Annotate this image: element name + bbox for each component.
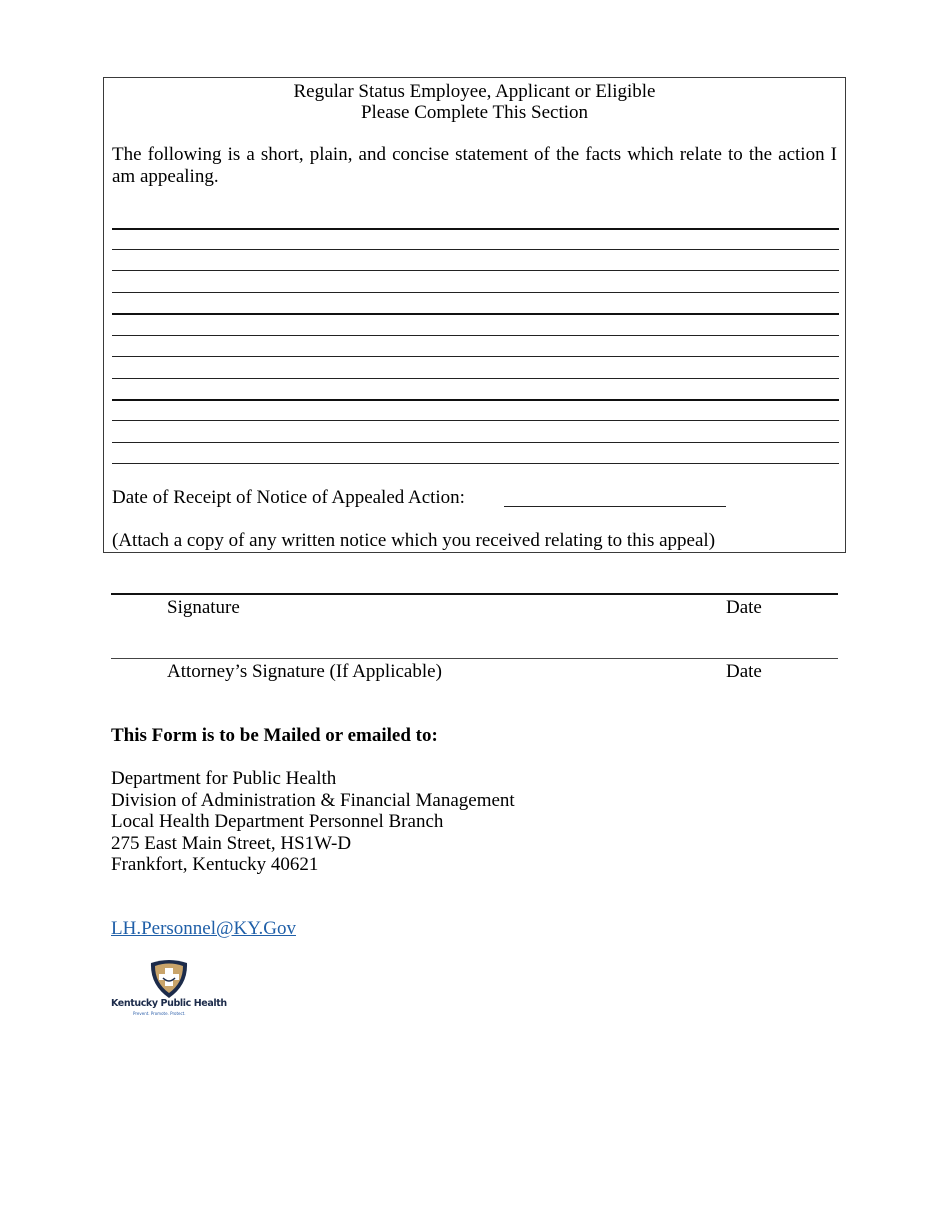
address-line: Local Health Department Personnel Branch — [111, 811, 444, 832]
statement-line-2[interactable] — [112, 249, 839, 250]
attach-note: (Attach a copy of any written notice which you received relating to this appeal) — [112, 530, 716, 551]
statement-line-4[interactable] — [112, 292, 839, 293]
attorney-signature-line[interactable] — [111, 658, 838, 659]
statement-line-12[interactable] — [112, 463, 839, 464]
statement-line-5[interactable] — [112, 313, 839, 315]
statement-line-1[interactable] — [112, 228, 839, 230]
attorney-date-label: Date — [726, 661, 762, 682]
section-subtitle: Please Complete This Section — [360, 102, 589, 123]
attorney-signature-label: Attorney’s Signature (If Applicable) — [167, 661, 442, 682]
date-receipt-field[interactable] — [504, 506, 726, 507]
statement-intro: The following is a short, plain, and concise statement of the facts which relate to the action I am appealing. — [112, 144, 837, 187]
logo-wordmark: Kentucky Public Health — [111, 998, 227, 1009]
signature-label: Signature — [167, 597, 240, 618]
statement-line-10[interactable] — [112, 420, 839, 421]
statement-line-11[interactable] — [112, 442, 839, 443]
email-link[interactable]: LH.Personnel@KY.Gov — [111, 918, 296, 939]
statement-line-8[interactable] — [112, 378, 839, 379]
address-line: Department for Public Health — [111, 768, 337, 789]
appeal-statement-section — [103, 77, 846, 553]
statement-line-3[interactable] — [112, 270, 839, 271]
signature-date-label: Date — [726, 597, 762, 618]
date-receipt-label: Date of Receipt of Notice of Appealed Action: — [112, 487, 465, 508]
statement-line-6[interactable] — [112, 335, 839, 336]
address-line: Division of Administration & Financial Management — [111, 790, 515, 811]
kentucky-public-health-logo — [111, 958, 229, 1018]
mailing-heading: This Form is to be Mailed or emailed to: — [111, 725, 438, 746]
logo-tagline: Prevent. Promote. Protect. — [133, 1011, 186, 1016]
shield-logo-icon — [147, 958, 191, 1000]
address-line: 275 East Main Street, HS1W-D — [111, 833, 352, 854]
section-title: Regular Status Employee, Applicant or Eligible — [293, 81, 656, 102]
statement-line-7[interactable] — [112, 356, 839, 357]
signature-line[interactable] — [111, 593, 838, 595]
address-line: Frankfort, Kentucky 40621 — [111, 854, 319, 875]
statement-line-9[interactable] — [112, 399, 839, 401]
